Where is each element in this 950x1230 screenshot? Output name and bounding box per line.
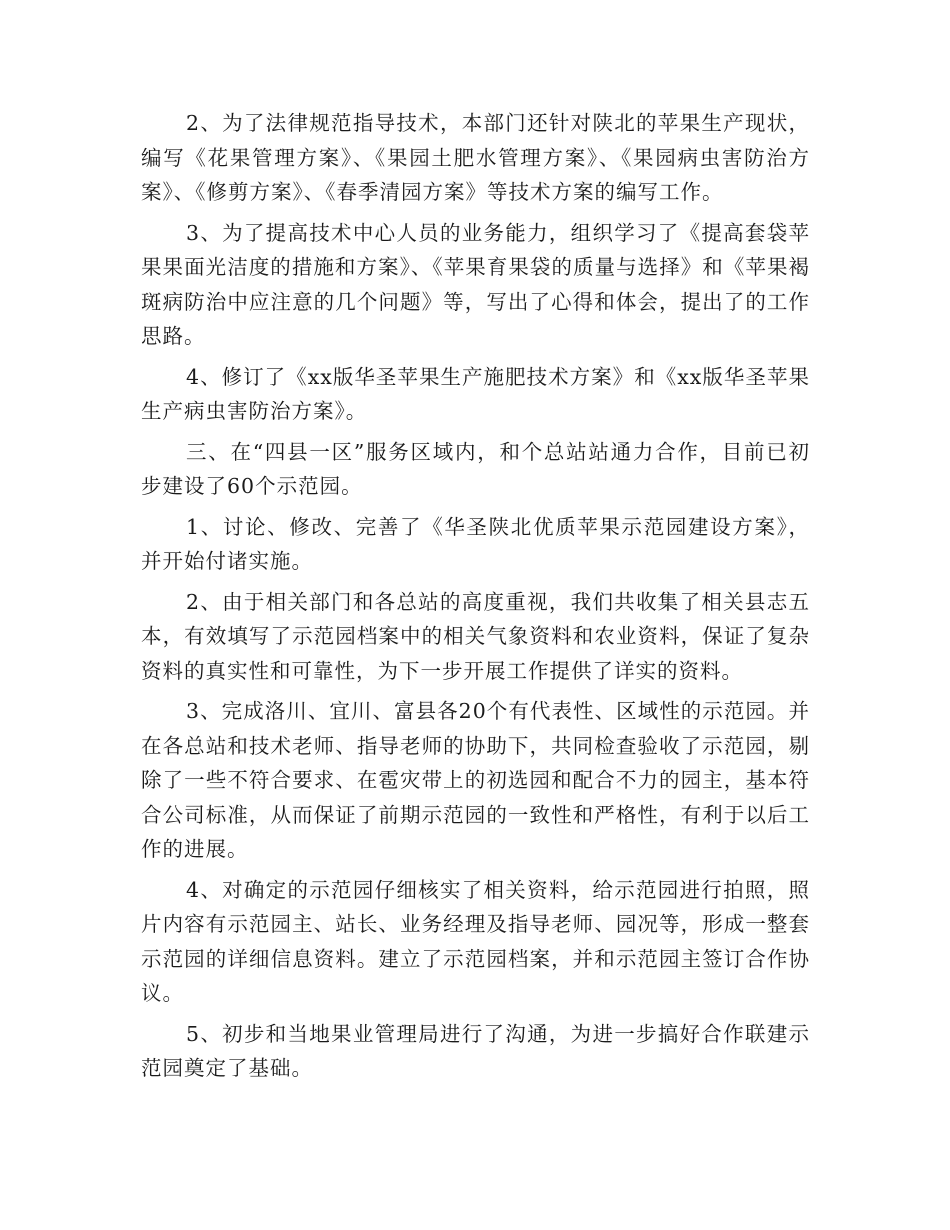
paragraph-9: 5、初步和当地果业管理局进行了沟通，为进一步搞好合作联建示范园奠定了基础。 [141, 1021, 810, 1080]
paragraph-6: 2、由于相关部门和各总站的高度重视，我们共收集了相关县志五本，有效填写了示范园档案中的相关气象资料和农业资料，保证了复杂资料的真实性和可靠性，为下一步开展工作提供了详实的资料。 [141, 589, 810, 683]
paragraph-4: 三、在“四县一区”服务区域内，和个总站站通力合作，目前已初步建设了60个示范园。 [141, 439, 810, 498]
paragraph-1: 2、为了法律规范指导技术，本部门还针对陕北的苹果生产现状，编写《花果管理方案》、《果园土肥水管理方案》、《果园病虫害防治方案》、《修剪方案》、《春季清园方案》等技术方案的编写工作。 [141, 111, 810, 204]
paragraph-8: 4、对确定的示范园仔细核实了相关资料，给示范园进行拍照，照片内容有示范园主、站长、业务经理及指导老师、园况等，形成一整套示范园的详细信息资料。建立了示范园档案，并和示范园主签订合作协议。 [141, 877, 810, 1005]
paragraph-3: 4、修订了《xx版华圣苹果生产施肥技术方案》和《xx版华圣苹果生产病虫害防治方案》。 [141, 364, 810, 423]
paragraph-2: 3、为了提高技术中心人员的业务能力，组织学习了《提高套袋苹果果面光洁度的措施和方案》、《苹果育果袋的质量与选择》和《苹果褐斑病防治中应注意的几个问题》等，写出了心得和体会，提出了的工作思路。 [141, 220, 810, 348]
paragraph-5: 1、讨论、修改、完善了《华圣陕北优质苹果示范园建设方案》，并开始付诸实施。 [141, 514, 810, 573]
paragraph-7: 3、完成洛川、宜川、富县各20个有代表性、区域性的示范园。并在各总站和技术老师、指导老师的协助下，共同检查验收了示范园，剔除了一些不符合要求、在雹灾带上的初选园和配合不力的园主，基本符合公司标准，从而保证了前期示范园的一致性和严格性，有利于以后工作的进展。 [141, 699, 810, 861]
